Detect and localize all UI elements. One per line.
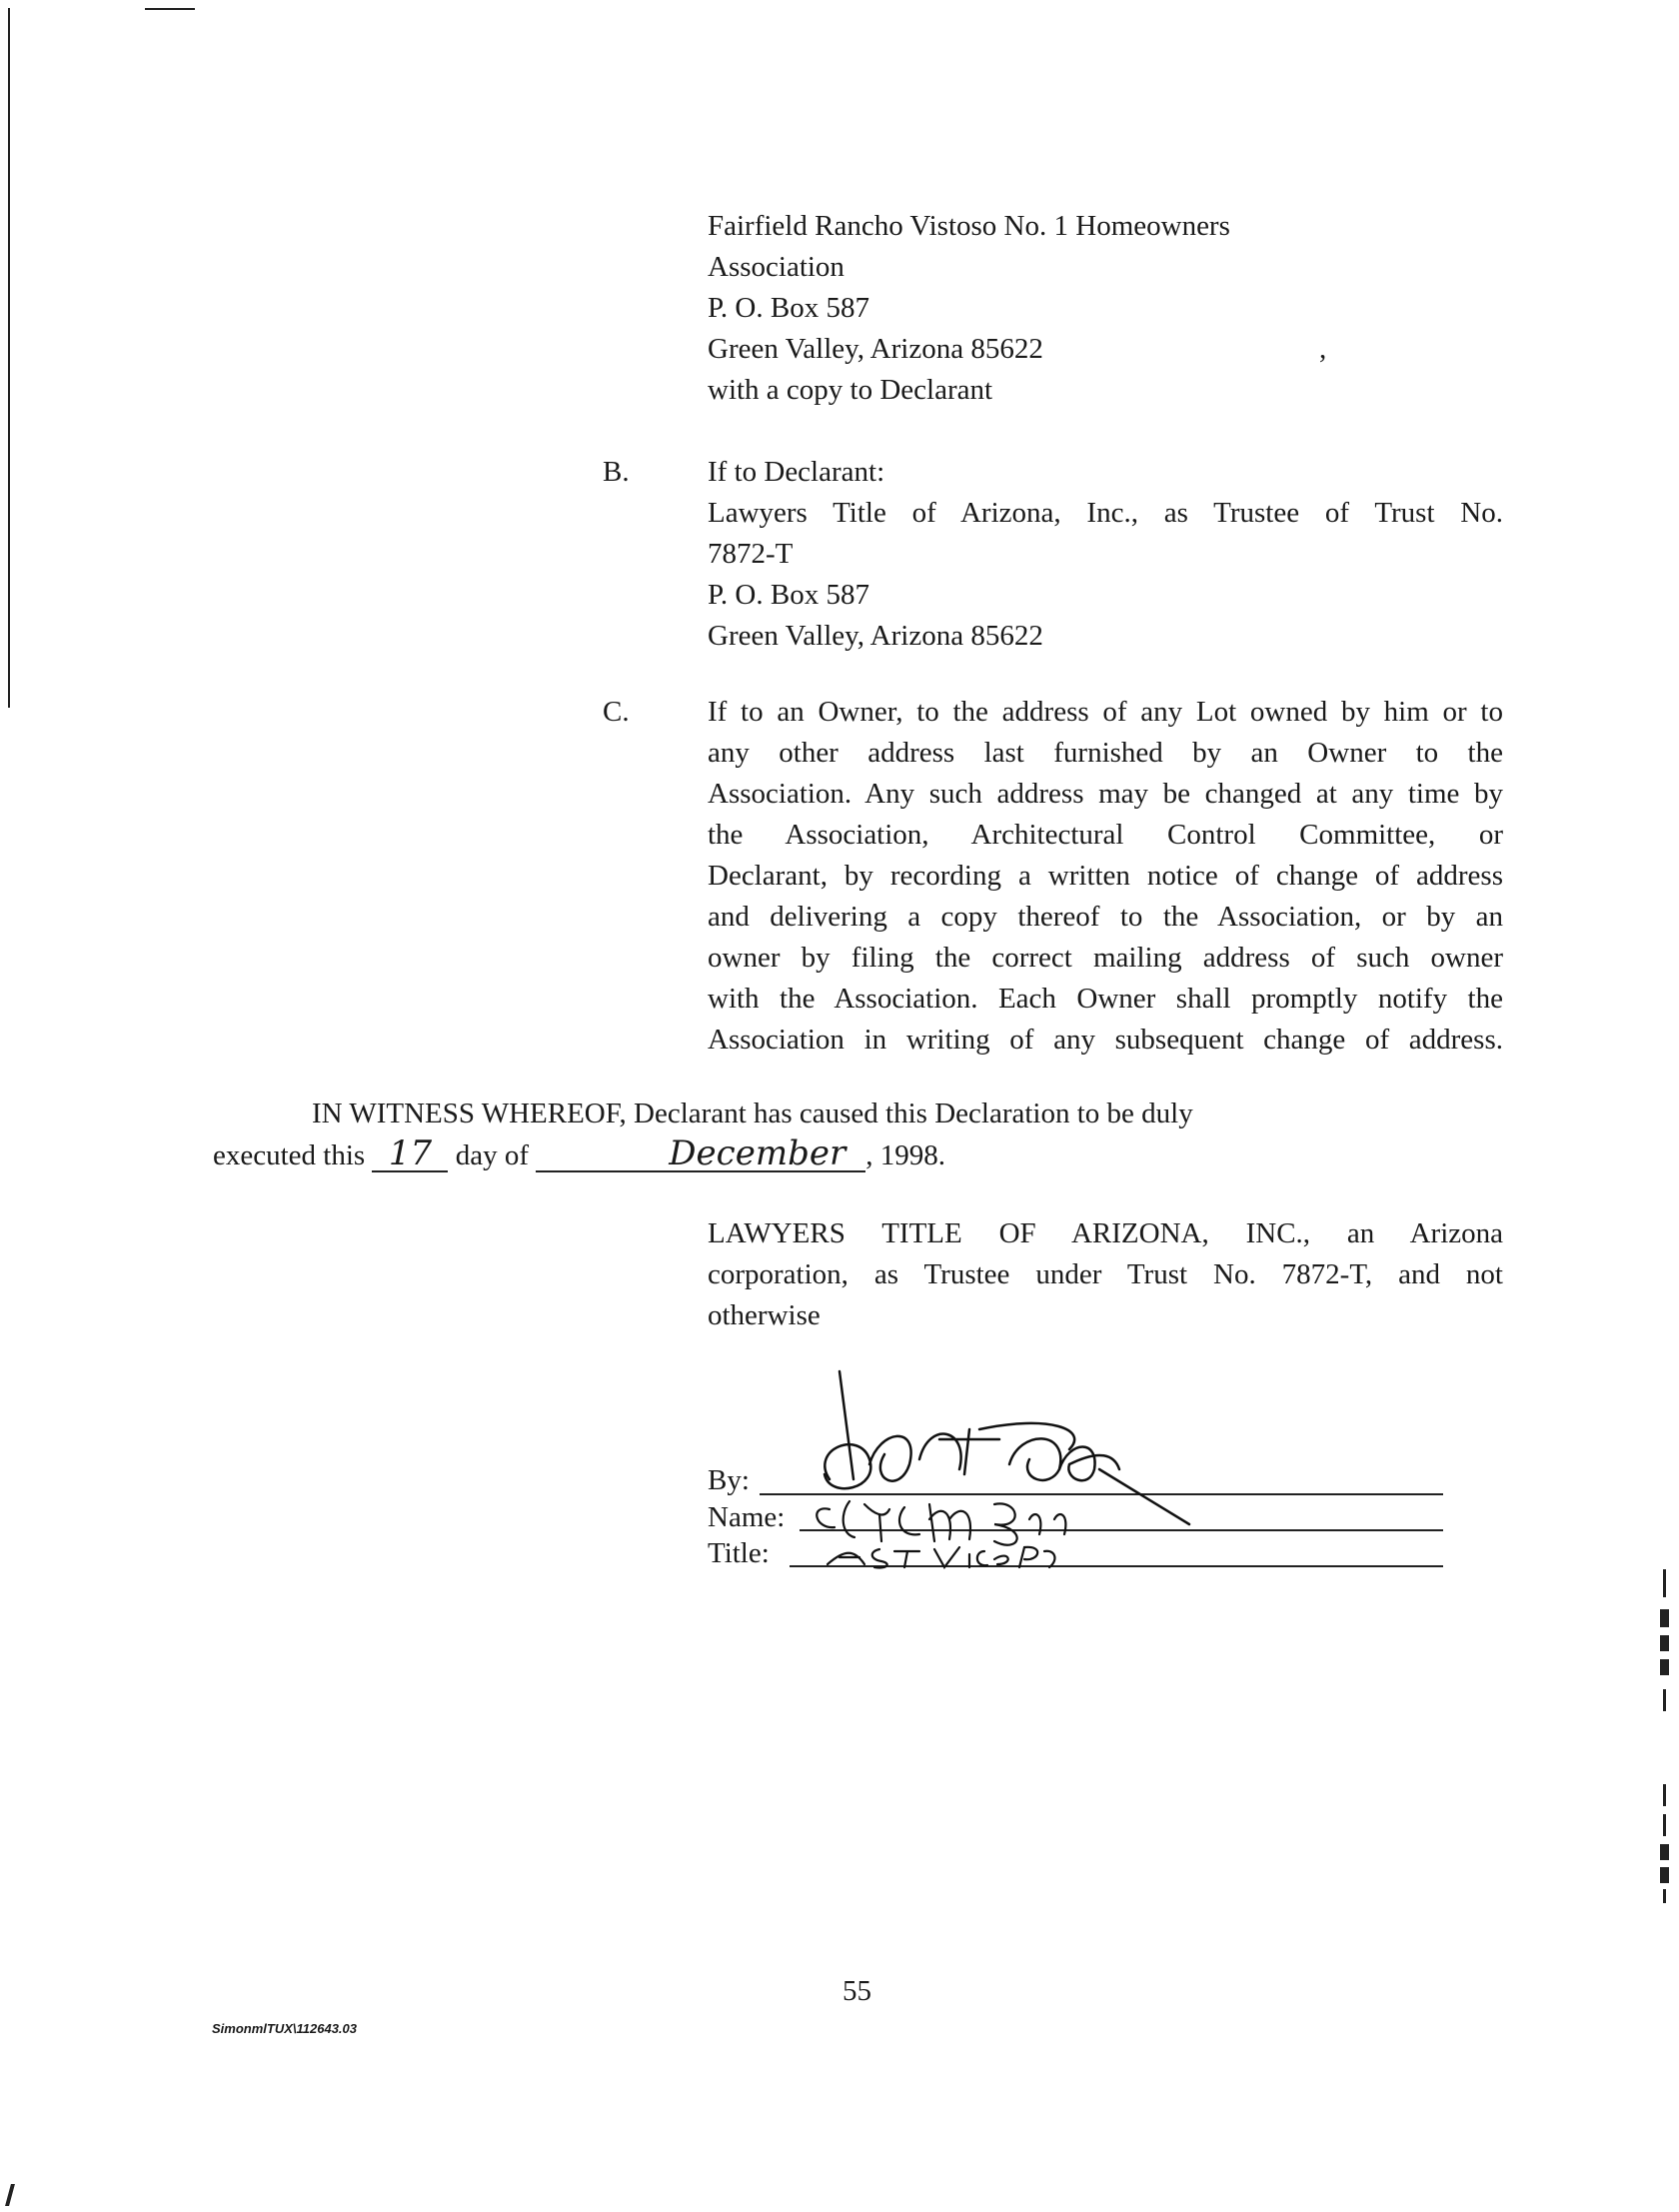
section-c-line: Association. Any such address may be changed at any time by bbox=[708, 778, 1503, 810]
section-c-line: with the Association. Each Owner shall promptly notify the bbox=[708, 983, 1503, 1015]
section-c-line: Association in writing of any subsequent change of address. bbox=[708, 1024, 1503, 1056]
execution-year: , 1998. bbox=[865, 1139, 945, 1171]
execution-line bbox=[213, 1135, 945, 1176]
file-reference-code: SimonmlTUX\112643.03 bbox=[212, 2021, 357, 2036]
association-city: Green Valley, Arizona 85622 , bbox=[708, 329, 1503, 370]
day-handwritten: 17 bbox=[388, 1133, 433, 1173]
address-association bbox=[708, 206, 1503, 411]
page-number: 55 bbox=[842, 1975, 871, 2007]
section-c-owner bbox=[708, 692, 1503, 1061]
association-name: Fairfield Rancho Vistoso No. 1 Homeowners bbox=[708, 210, 1230, 242]
signatory-line: LAWYERS TITLE OF ARIZONA, INC., an Arizona bbox=[708, 1217, 1503, 1249]
title-label: Title: bbox=[708, 1537, 770, 1569]
section-b-po-box: P. O. Box 587 bbox=[708, 579, 869, 611]
signatory-block bbox=[708, 1213, 1503, 1336]
signatory-line: otherwise bbox=[708, 1299, 821, 1331]
section-b-trustee: Lawyers Title of Arizona, Inc., as Trustee of Trust No. bbox=[708, 497, 1503, 529]
association-copy-note: with a copy to Declarant bbox=[708, 374, 993, 406]
section-b-heading: If to Declarant: bbox=[708, 456, 885, 488]
name-label: Name: bbox=[708, 1501, 786, 1533]
section-c-line: owner by filing the correct mailing address of such owner bbox=[708, 942, 1503, 974]
section-c-line: If to an Owner, to the address of any Lot owned by him or to bbox=[708, 696, 1503, 728]
association-po-box: P. O. Box 587 bbox=[708, 292, 869, 324]
section-b-trust-number: 7872-T bbox=[708, 538, 794, 570]
executed-prefix: executed this bbox=[213, 1139, 366, 1171]
execution-month bbox=[536, 1133, 865, 1173]
section-c-line: any other address last furnished by an Owner to the bbox=[708, 737, 1503, 769]
section-c-line: and delivering a copy thereof to the Association, or by an bbox=[708, 901, 1503, 933]
execution-day bbox=[372, 1133, 448, 1173]
by-label: By: bbox=[708, 1464, 750, 1496]
scan-left-border bbox=[8, 8, 10, 708]
section-c-line: Declarant, by recording a written notice of change of address bbox=[708, 860, 1503, 892]
scan-top-rule bbox=[145, 8, 195, 10]
month-handwritten: December bbox=[669, 1133, 846, 1173]
section-b-label: B. bbox=[603, 456, 630, 488]
association-name-cont: Association bbox=[708, 251, 844, 283]
section-b-city: Green Valley, Arizona 85622 bbox=[708, 620, 1043, 652]
handwritten-signature bbox=[770, 1369, 1289, 1569]
day-of-text: day of bbox=[455, 1139, 529, 1171]
stray-comma: , bbox=[1319, 333, 1327, 365]
signatory-line: corporation, as Trustee under Trust No. 7872-T, and not bbox=[708, 1258, 1503, 1290]
witness-clause: IN WITNESS WHEREOF, Declarant has caused this Declaration to be duly bbox=[312, 1098, 1193, 1129]
scan-bottom-mark bbox=[5, 2184, 15, 2206]
section-b-declarant bbox=[708, 452, 1503, 657]
section-c-label: C. bbox=[603, 696, 630, 728]
section-c-line: the Association, Architectural Control Committee, or bbox=[708, 819, 1503, 851]
scan-code-mark bbox=[1654, 1569, 1676, 1909]
